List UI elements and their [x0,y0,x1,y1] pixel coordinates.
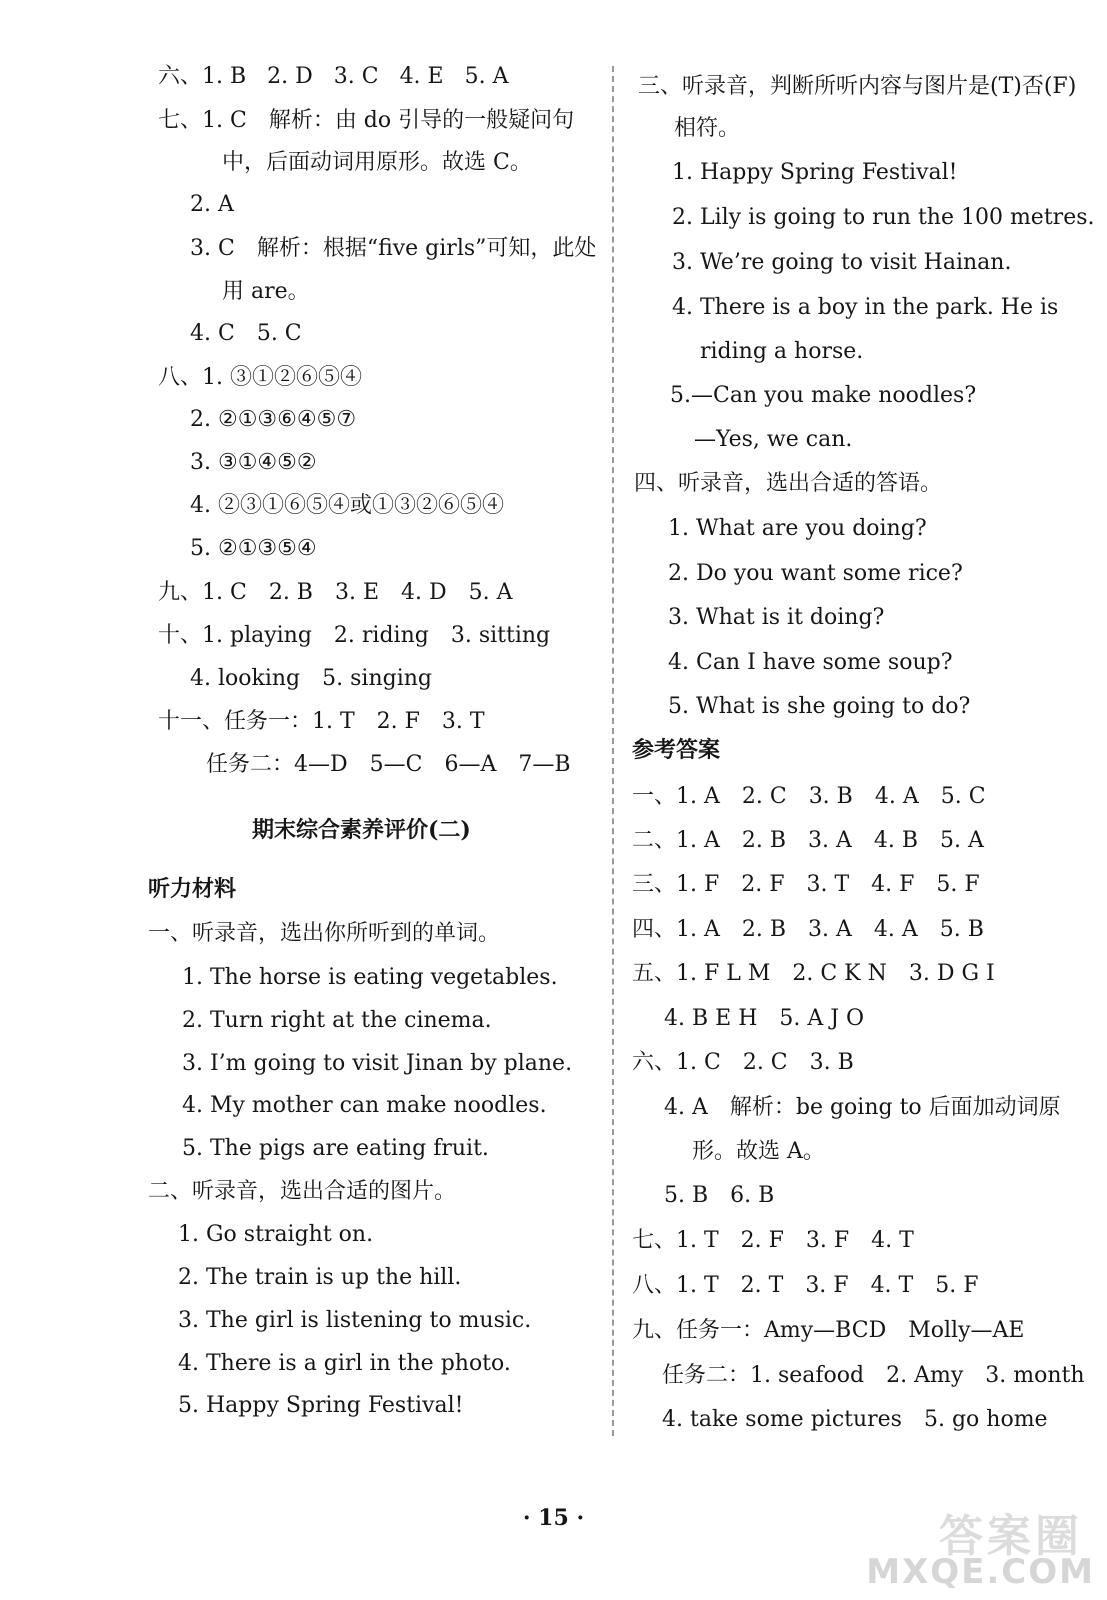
question-item: 1. The horse is eating vegetables. [182,965,558,990]
answer-line: 任务二：4—D 5—C 6—A 7—B [206,752,571,777]
answer-line: 八、1. ③①②⑥⑤④ [158,365,362,390]
answer-line: 任务二：1. seafood 2. Amy 3. month [662,1363,1085,1388]
listening-title: 听力材料 [148,876,237,902]
question-title: 一、听录音，选出你所听到的单词。 [148,921,501,946]
question-item: 1. What are you doing? [668,516,927,541]
question-item: 1. Go straight on. [178,1222,374,1247]
watermark-logo: 答案圈 [939,1511,1083,1562]
watermark-url: MXQE.COM [866,1552,1095,1592]
answer-line: 4. looking 5. singing [190,666,432,691]
answer-line: 三、1. F 2. F 3. T 4. F 5. F [632,872,980,897]
answer-line: 用 are。 [222,279,310,304]
answer-line: 九、任务一：Amy—BCD Molly—AE [632,1318,1025,1343]
question-item: 5.—Can you make noodles? [670,383,977,408]
answer-line: 2. ②①③⑥④⑤⑦ [190,407,357,432]
answer-line: 4. C 5. C [190,321,302,346]
answer-line: 四、1. A 2. B 3. A 4. A 5. B [632,917,984,942]
answer-line: 五、1. F L M 2. C K N 3. D G I [632,961,995,986]
answer-line: 十、1. playing 2. riding 3. sitting [158,623,551,648]
question-item: 5. Happy Spring Festival! [178,1393,464,1418]
question-item: 4. My mother can make noodles. [182,1093,547,1118]
question-item: 2. Lily is going to run the 100 metres. [672,205,1095,230]
question-item: 1. Happy Spring Festival! [672,160,958,185]
question-item: 5. The pigs are eating fruit. [182,1136,489,1161]
answer-line: 4. B E H 5. A J O [664,1006,865,1031]
question-title: 四、听录音，选出合适的答语。 [634,471,943,496]
question-item: 2. Turn right at the cinema. [182,1008,492,1033]
question-item: riding a horse. [700,339,864,364]
answer-line: 5. B 6. B [664,1183,775,1208]
answer-line: 六、1. B 2. D 3. C 4. E 5. A [158,64,509,89]
answer-line: 2. A [190,192,234,217]
question-item: 4. There is a boy in the park. He is [672,295,1059,320]
question-title: 三、听录音，判断所听内容与图片是(T)否(F) [638,74,1077,99]
section-title: 期末综合素养评价(二) [252,817,471,843]
answer-line: 六、1. C 2. C 3. B [632,1050,854,1075]
answer-line: 4. ②③①⑥⑤④或①③②⑥⑤④ [190,493,504,518]
question-item: 3. The girl is listening to music. [178,1308,532,1333]
answer-line: 七、1. C 解析：由 do 引导的一般疑问句 [158,108,575,133]
question-item: 3. What is it doing? [668,605,885,630]
answer-line: 十一、任务一：1. T 2. F 3. T [158,709,485,734]
question-item: 2. The train is up the hill. [178,1265,462,1290]
question-item: 3. We’re going to visit Hainan. [672,250,1012,275]
question-item: 3. I’m going to visit Jinan by plane. [182,1051,573,1076]
answer-line: 4. A 解析：be going to 后面加动词原 [664,1095,1061,1120]
answer-line: 3. ③①④⑤② [190,450,317,475]
question-title-cont: 相符。 [674,116,741,141]
question-item: 5. What is she going to do? [668,694,971,719]
answer-line: 中，后面动词用原形。故选 C。 [222,150,532,175]
column-divider [612,66,614,1436]
question-item: 4. Can I have some soup? [668,650,953,675]
answer-line: 形。故选 A。 [692,1139,825,1164]
answer-line: 4. take some pictures 5. go home [662,1407,1048,1432]
answer-line: 九、1. C 2. B 3. E 4. D 5. A [158,580,513,605]
answer-line: 八、1. T 2. T 3. F 4. T 5. F [632,1273,979,1298]
answers-title: 参考答案 [632,737,721,763]
page-number: · 15 · [522,1505,585,1531]
answer-line: 一、1. A 2. C 3. B 4. A 5. C [632,784,986,809]
answer-line: 3. C 解析：根据“five girls”可知，此处 [190,236,597,261]
question-item: 2. Do you want some rice? [668,561,963,586]
answer-line: 二、1. A 2. B 3. A 4. B 5. A [632,828,984,853]
answer-line: 5. ②①③⑤④ [190,536,317,561]
question-item: 4. There is a girl in the photo. [178,1351,511,1376]
answer-line: 七、1. T 2. F 3. F 4. T [632,1228,914,1253]
question-title: 二、听录音，选出合适的图片。 [148,1179,457,1204]
question-item: —Yes, we can. [694,427,853,452]
